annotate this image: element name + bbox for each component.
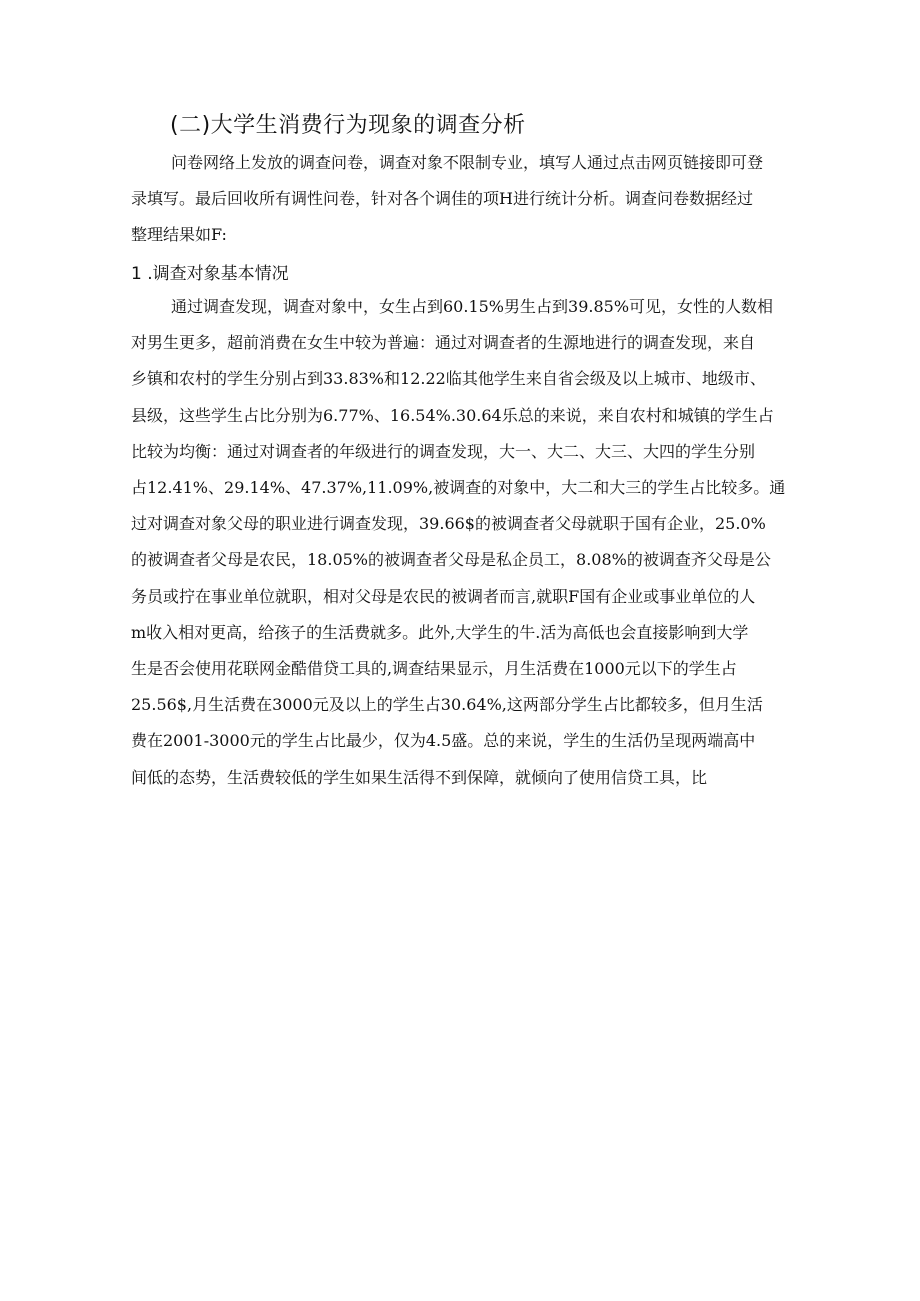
intro-line-1: 问卷网络上发放的调查问卷，调查对象不限制专业，填写人通过点击网页链接即可登 bbox=[171, 153, 764, 172]
body-line-14: 间低的态势，生活费较低的学生如果生活得不到保障，就倾向了使用信贷工具，比 bbox=[131, 768, 708, 787]
body-line-8: 的被调查者父母是农民，18.05%的被调查者父母是私企员工，8.08%的被调查齐父母是公 bbox=[131, 550, 771, 569]
body-line-11: 生是否会使用花联网金酷借贷工具的,调查结果显示，月生活费在1000元以下的学生占 bbox=[131, 659, 737, 678]
body-line-12: 25.56$,月生活费在3000元及以上的学生占30.64%,这两部分学生占比都较多，但月生活 bbox=[131, 695, 763, 714]
body-line-3: 乡镇和农村的学生分别占到33.83%和12.22临其他学生来自省会级及以上城市、地级市、 bbox=[131, 369, 766, 388]
section-title: (二)大学生消费行为现象的调查分析 bbox=[170, 113, 526, 138]
body-line-6: 占12.41%、29.14%、47.37%,11.09%,被调查的对象中，大二和大三的学生占比较多。通 bbox=[131, 478, 786, 497]
intro-line-2: 录填写。最后回收所有调性问卷，针对各个调佳的项H进行统计分析。调查问卷数据经过 bbox=[131, 189, 753, 208]
body-line-4: 县级，这些学生占比分别为6.77%、16.54%.30.64乐总的来说，来自农村和城镇的学生占 bbox=[131, 406, 774, 425]
body-line-1: 通过调查发现，调查对象中，女生占到60.15%男生占到39.85%可见，女性的人数相 bbox=[171, 297, 774, 316]
intro-line-3: 整理结果如F: bbox=[131, 225, 227, 244]
body-line-5: 比较为均衡：通过对调查者的年级进行的调查发现，大一、大二、大三、大四的学生分别 bbox=[131, 442, 756, 461]
body-line-10: m收入相对更高，给孩子的生活费就多。此外,大学生的牛.活为高低也会直接影响到大学 bbox=[131, 623, 749, 642]
body-line-7: 过对调查对象父母的职业进行调查发现，39.66$的被调查者父母就职于国有企业，25.0% bbox=[131, 514, 766, 533]
body-line-2: 对男生更多，超前消费在女生中较为普遍：通过对调查者的生源地进行的调查发现，来自 bbox=[131, 333, 756, 352]
body-line-9: 务员或拧在事业单位就职，相对父母是农民的被调者而言,就职F国有企业或事业单位的人 bbox=[131, 587, 756, 606]
subsection-title: 1 .调查对象基本情况 bbox=[131, 264, 289, 284]
body-line-13: 费在2001-3000元的学生占比最少，仅为4.5盛。总的来说，学生的生活仍呈现两端高中 bbox=[131, 731, 756, 750]
